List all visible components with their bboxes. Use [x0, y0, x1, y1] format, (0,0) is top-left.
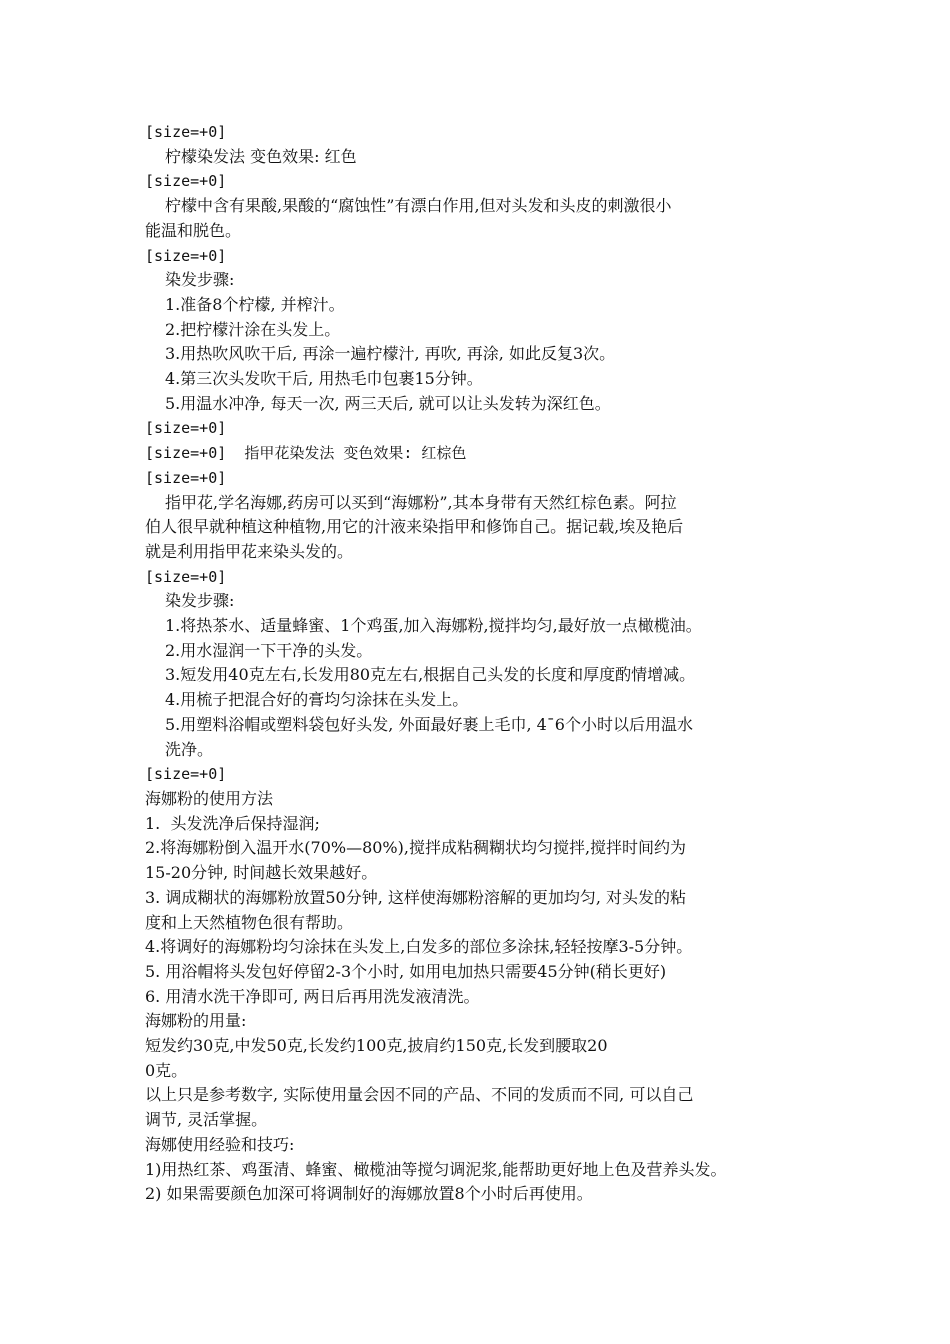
text-line: 短发约30克,中发50克,长发约100克,披肩约150克,长发到腰取20 — [145, 1036, 608, 1056]
markup-tag-line: [size=+0] 指甲花染发法 变色效果: 红棕色 — [145, 444, 467, 463]
text-line: 2.把柠檬汁涂在头发上。 — [165, 319, 341, 339]
text-line: 4.第三次头发吹干后, 用热毛巾包裹15分钟。 — [165, 369, 483, 389]
text-line: 调节, 灵活掌握。 — [145, 1110, 268, 1130]
text-line: 2) 如果需要颜色加深可将调制好的海娜放置8个小时后再使用。 — [145, 1184, 593, 1204]
text-line: 柠檬中含有果酸,果酸的“腐蚀性”有漂白作用,但对头发和头皮的刺激很小 — [165, 196, 672, 216]
text-line: 就是利用指甲花来染头发的。 — [145, 541, 354, 561]
text-line: 指甲花,学名海娜,药房可以买到“海娜粉”,其本身带有天然红棕色素。阿拉 — [165, 492, 677, 512]
markup-tag-line: [size=+0] — [145, 468, 227, 487]
text-line: 1.将热茶水、适量蜂蜜、1个鸡蛋,加入海娜粉,搅拌均匀,最好放一点橄榄油。 — [165, 616, 702, 636]
text-line: 15-20分钟, 时间越长效果越好。 — [145, 863, 378, 883]
markup-tag-line: [size=+0] — [145, 246, 227, 265]
text-line: 3.用热吹风吹干后, 再涂一遍柠檬汁, 再吹, 再涂, 如此反复3次。 — [165, 344, 616, 364]
text-line: 度和上天然植物色很有帮助。 — [145, 912, 354, 932]
document-body — [145, 120, 825, 1207]
markup-tag-line: [size=+0] — [145, 567, 227, 586]
text-line: 3. 调成糊状的海娜粉放置50分钟, 这样使海娜粉溶解的更加均匀, 对头发的粘 — [145, 887, 687, 907]
text-line: 2.将海娜粉倒入温开水(70%—80%),搅拌成粘稠糊状均匀搅拌,搅拌时间约为 — [145, 838, 687, 858]
text-line: 洗净。 — [165, 739, 214, 759]
text-line: 6. 用清水洗干净即可, 两日后再用洗发液清洗。 — [145, 986, 480, 1006]
text-line: 染发步骤: — [165, 270, 235, 290]
text-line: 染发步骤: — [165, 591, 235, 611]
text-line: 3.短发用40克左右,长发用80克左右,根据自己头发的长度和厚度酌情增减。 — [165, 665, 696, 685]
text-line: 0克。 — [145, 1060, 188, 1080]
text-line: 5.用温水冲净, 每天一次, 两三天后, 就可以让头发转为深红色。 — [165, 393, 611, 413]
text-line: 海娜粉的使用方法 — [145, 788, 274, 808]
text-line: 4.用梳子把混合好的膏均匀涂抹在头发上。 — [165, 690, 469, 710]
text-line: 海娜粉的用量: — [145, 1011, 247, 1031]
markup-tag-line: [size=+0] — [145, 765, 227, 784]
markup-tag-line: [size=+0] — [145, 419, 227, 438]
text-line: 5. 用浴帽将头发包好停留2-3个小时, 如用电加热只需要45分钟(稍长更好) — [145, 961, 667, 981]
text-line: 1)用热红茶、鸡蛋清、蜂蜜、橄榄油等搅匀调泥浆,能帮助更好地上色及营养头发。 — [145, 1159, 727, 1179]
text-line: 1. 头发洗净后保持湿润; — [145, 813, 320, 833]
markup-tag-line: [size=+0] — [145, 123, 227, 141]
text-line: 以上只是参考数字, 实际使用量会因不同的产品、不同的发质而不同, 可以自己 — [145, 1085, 694, 1105]
markup-tag-line: [size=+0] — [145, 172, 227, 191]
text-line: 海娜使用经验和技巧: — [145, 1134, 295, 1154]
text-line: 5.用塑料浴帽或塑料袋包好头发, 外面最好裹上毛巾, 4¯6个小时以后用温水 — [165, 714, 693, 734]
text-line: 能温和脱色。 — [145, 220, 242, 240]
text-line: 柠檬染发法 变色效果: 红色 — [165, 146, 357, 166]
text-line: 伯人很早就种植这种植物,用它的汁液来染指甲和修饰自己。据记载,埃及艳后 — [145, 517, 684, 537]
text-line: 2.用水湿润一下干净的头发。 — [165, 640, 373, 660]
text-line: 4.将调好的海娜粉均匀涂抹在头发上,白发多的部位多涂抹,轻轻按摩3-5分钟。 — [145, 937, 693, 957]
text-line: 1.准备8个柠檬, 并榨汁。 — [165, 294, 345, 314]
